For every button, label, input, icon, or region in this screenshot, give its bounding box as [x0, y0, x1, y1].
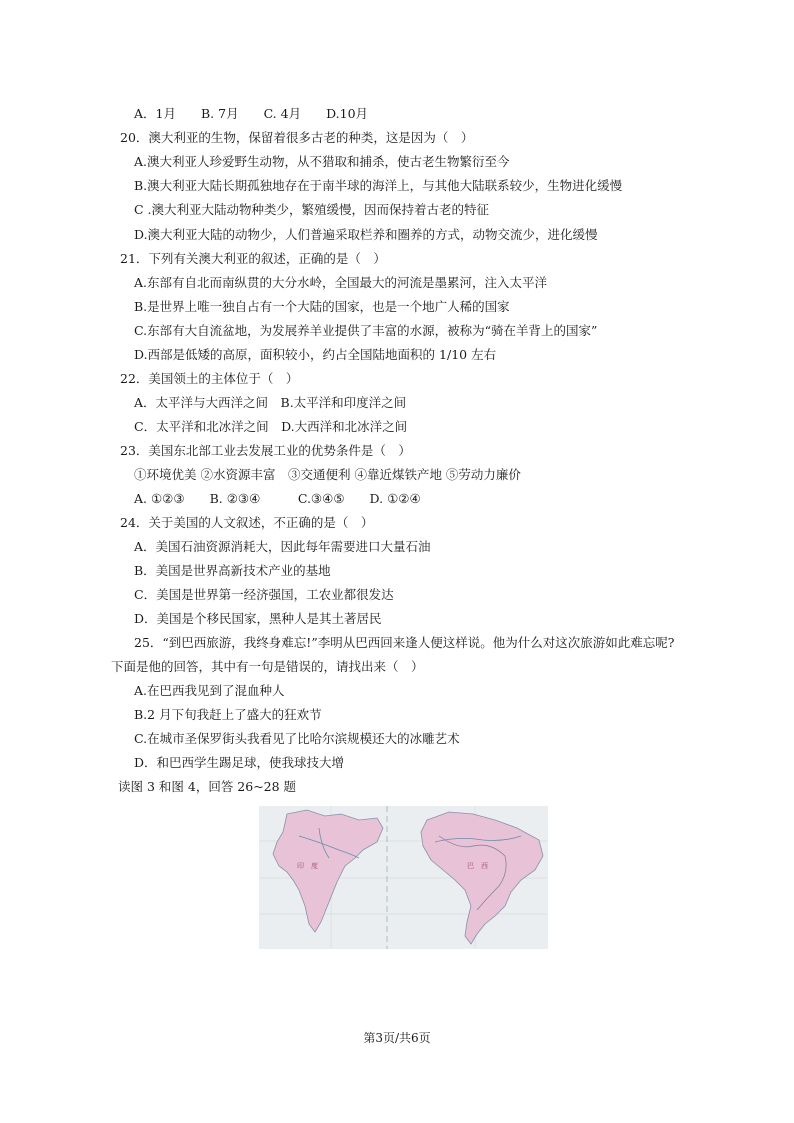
- question-20-option-d: D.澳大利亚大陆的动物少，人们普遍采取栏养和圈养的方式，动物交流少，进化缓慢: [134, 227, 598, 242]
- question-25-option-c: C.在城市圣保罗街头我看见了比哈尔滨规模还大的冰雕艺术: [134, 731, 460, 746]
- question-20-option-b: B.澳大利亚大陆长期孤独地存在于南半球的海洋上，与其他大陆联系较少，生物进化缓慢: [134, 178, 623, 193]
- question-21-stem: 21．下列有关澳大利亚的叙述，正确的是（ ）: [120, 251, 386, 266]
- question-25-option-d: D．和巴西学生踢足球，使我球技大增: [134, 755, 345, 770]
- question-20-option-a: A.澳大利亚人珍爱野生动物，从不猎取和捕杀，使古老生物繁衍至今: [134, 154, 510, 169]
- question-24-stem: 24．关于美国的人文叙述，不正确的是（ ）: [120, 515, 374, 530]
- map-figure-india-brazil: [259, 806, 548, 949]
- question-19-options: A．1月 B. 7月 C. 4月 D.10月: [134, 106, 369, 121]
- map-label-india: 印 度: [297, 862, 318, 870]
- question-25-stem: 25．“到巴西旅游，我终身难忘!”李明从巴西回来逢人便这样说。他为什么对这次旅游如此难忘呢?: [134, 635, 675, 650]
- question-21-option-a: A.东部有自北而南纵贯的大分水岭，全国最大的河流是墨累河，注入太平洋: [134, 275, 548, 290]
- reading-prompt: 读图 3 和图 4，回答 26~28 题: [118, 779, 297, 794]
- map-label-brazil: 巴 西: [467, 862, 488, 870]
- question-25-option-b: B.2 月下旬我赶上了盛大的狂欢节: [134, 707, 322, 722]
- page-number: 第3页/共6页: [363, 1031, 431, 1045]
- question-21-option-c: C.东部有大自流盆地，为发展养羊业提供了丰富的水源，被称为“骑在羊背上的国家”: [134, 323, 598, 338]
- question-24-option-a: A．美国石油资源消耗大，因此每年需要进口大量石油: [134, 539, 431, 554]
- question-25-option-a: A.在巴西我见到了混血种人: [134, 683, 285, 698]
- question-22-options-ab: A．太平洋与大西洋之间 B.太平洋和印度洋之间: [134, 395, 407, 410]
- question-24-option-d: D．美国是个移民国家，黑种人是其土著居民: [134, 611, 382, 626]
- question-21-option-d: D.西部是低矮的高原，面积较小，约占全国陆地面积的 1/10 左右: [134, 347, 497, 362]
- question-22-options-cd: C．太平洋和北冰洋之间 D.大西洋和北冰洋之间: [134, 419, 408, 434]
- question-20-stem: 20．澳大利亚的生物，保留着很多古老的种类，这是因为（ ）: [120, 130, 474, 145]
- question-24-option-c: C．美国是世界第一经济强国，工农业都很发达: [134, 587, 394, 602]
- question-22-stem: 22．美国领土的主体位于（ ）: [120, 371, 299, 386]
- question-20-option-c: C .澳大利亚大陆动物种类少，繁殖缓慢，因而保持着古老的特征: [134, 202, 490, 217]
- question-23-options: A. ①②③ B. ②③④ C.③④⑤ D. ①②④: [134, 491, 421, 506]
- question-23-conditions: ①环境优美 ②水资源丰富 ③交通便利 ④靠近煤铁产地 ⑤劳动力廉价: [134, 467, 521, 482]
- question-23-stem: 23．美国东北部工业去发展工业的优势条件是（ ）: [120, 443, 411, 458]
- question-25-stem-cont: 下面是他的回答，其中有一句是错误的，请找出来（ ）: [111, 659, 424, 674]
- question-24-option-b: B．美国是世界高新技术产业的基地: [134, 563, 331, 578]
- question-21-option-b: B.是世界上唯一独自占有一个大陆的国家，也是一个地广人稀的国家: [134, 299, 510, 314]
